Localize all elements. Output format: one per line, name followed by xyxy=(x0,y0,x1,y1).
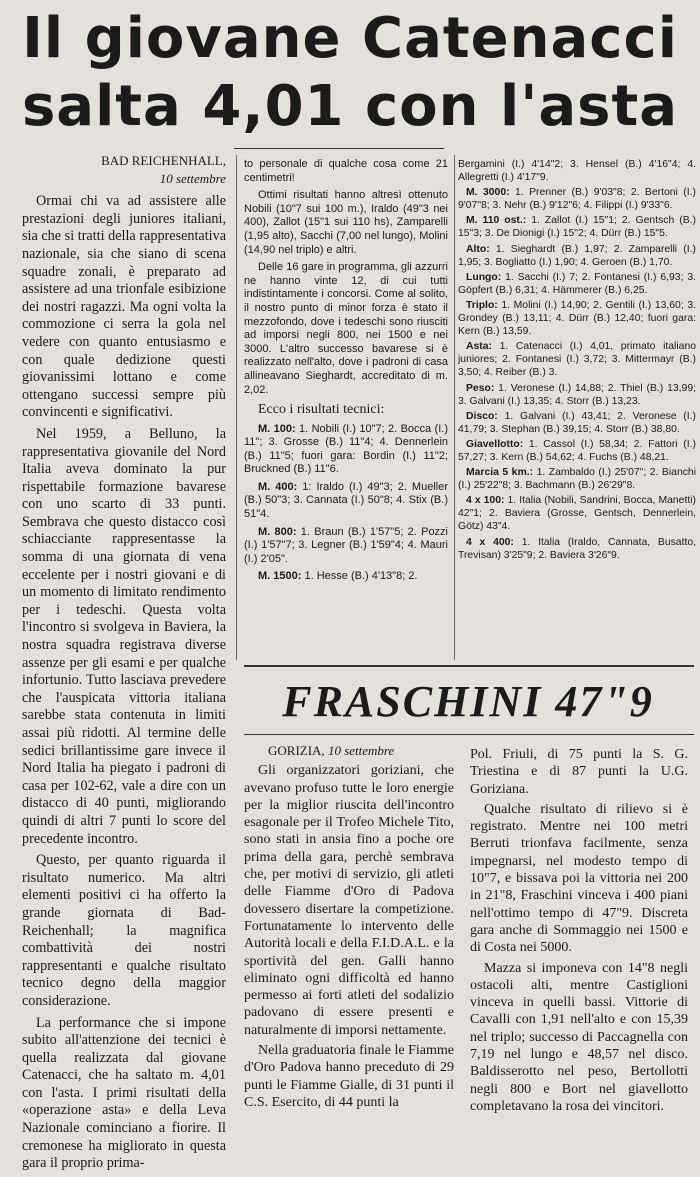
result-entry xyxy=(244,526,448,567)
result-entry xyxy=(244,423,448,477)
event-result: 1. Veronese (I.) 14,88; 2. Thiel (B.) 13,99; 3. Galvani (I.) 13,35; 4. Storr (B.) 13,23. xyxy=(458,382,696,407)
dateline-place: BAD REICHENHALL, xyxy=(101,153,226,168)
paragraph: Pol. Friuli, di 75 punti la S. G. Triestina e di 87 punti la U.G. Goriziana. xyxy=(470,747,688,797)
event-result: 1. Sieghardt (B.) 1,97; 2. Zamparelli (I.) 1,95; 3. Bogliatto (I.) 1,90; 4. Geroen (B.) 1,70. xyxy=(458,243,696,268)
event-result: 1. Nobili (I.) 10"7; 2. Bocca (I.) 11"; 3. Grosse (B.) 11"4; 4. Dennerlein (B.) 11"5; fuori gara: Bordin (I.) 11"2; Bruckned (B.) 11"6. xyxy=(244,422,448,476)
result-entry xyxy=(458,158,696,184)
event-name: M. 400: xyxy=(258,480,298,493)
column-divider xyxy=(454,155,455,660)
event-name: M. 1500: xyxy=(258,570,302,583)
result-entry xyxy=(458,271,696,297)
event-name: M. 800: xyxy=(258,525,297,538)
paragraph: Ottimi risultati hanno altresì ottenuto Nobili (10"7 sui 100 m.), Iraldo (49"3 nei 400), Zallot (15"1 sui 110 hs), Zamparelli (1,95 alto), Sacchi (7,00 nel lungo), Molini (14,90 nel triplo) e altri. xyxy=(244,189,448,256)
paragraph: Nella graduatoria finale le Fiamme d'Oro Padova hanno preceduto di 29 punti le Fiamme Gialle, di 31 punti il C.S. Esercito, di 44 punti la xyxy=(244,1043,454,1110)
result-entry xyxy=(458,299,696,338)
paragraph: to personale di qualche cosa come 21 centimetri! xyxy=(244,158,448,184)
event-result: 1. Italia (Nobili, Sandrini, Bocca, Manetti) 42"1; 2. Baviera (Grosse, Gentsch, Dennerlein, Götz) 43"4. xyxy=(458,495,696,533)
result-entry xyxy=(458,243,696,269)
event-result: 1. Braun (B.) 1'57"5; 2. Pozzi (I.) 1'57"7; 3. Legner (B.) 1'59"4; 4. Mauri (I.) 2'05". xyxy=(244,525,448,565)
event-result: Bergamini (I.) 4'14"2; 3. Hensel (B.) 4'16"4; 4. Allegretti (I.) 4'17"9. xyxy=(458,159,696,184)
result-entry xyxy=(458,536,696,562)
article1-column1 xyxy=(22,152,226,1177)
result-entry xyxy=(458,466,696,492)
article2-bottom-rule xyxy=(244,734,694,735)
event-result: 1. Hesse (B.) 4'13"8; 2. xyxy=(304,570,418,583)
event-name: M. 100: xyxy=(258,422,296,435)
paragraph: Nel 1959, a Belluno, la rappresentativa giovanile del Nord Italia aveva dominato la pur rispettabile formazione bavarese con uno scarto di 33 punti. Sembrava che questo distacco così schiacciante rappresentasse la somma di una giornata di vena eccelente per i nostri giovani e di un momento di limitato rendimento per i tedeschi. Questa volta l'incontro si svolgeva in Baviera, la nostra squadra registrava diverse assenze per gli esami e per qualche infortunio. Tutto lasciava prevedere che l'auspicata vittoria italiana sarebbe stata contenuta in limiti assai più ridotti. Al termine delle sedici brillantissime gare invece il Nord Italia ha piegato i padroni di casa per 102-62, vale a dire con un distacco di 40 punti, migliorando quindi di altri 7 punti lo score del precedente incontro. xyxy=(22,425,226,847)
result-entry xyxy=(458,186,696,212)
article2-columnB xyxy=(470,746,688,1118)
result-entry xyxy=(458,438,696,464)
article2-columnA xyxy=(244,742,454,1114)
article1-column3-results xyxy=(458,158,696,564)
event-result: 1. Italia (Iraldo, Cannata, Busatto, Trevisan) 3'25"9; 2. Baviera 3'26"9. xyxy=(458,536,697,561)
result-entry xyxy=(458,494,696,533)
article2-headline: FRASCHINI 47"9 xyxy=(282,677,654,726)
article2-dateline xyxy=(244,742,454,759)
event-name: Marcia 5 km.: xyxy=(466,467,534,479)
paragraph: Mazza si imponeva con 14"8 negli ostacoli alti, mentre Castiglioni vinceva in quelli bassi. Vittorie di Cavalli con 1,91 nell'alto e con 15,39 nel triplo; successo di Paccagnella con 7,19 nel lungo e 48,57 nel disco. Baldisserotto nel peso, Bertollotti negli 800 e Bort nel giavellotto completavano la rosa dei vincitori. xyxy=(470,960,688,1114)
event-name: Peso: xyxy=(466,382,495,394)
headline-rule xyxy=(234,148,444,149)
event-name: Asta: xyxy=(466,341,492,353)
result-entry xyxy=(244,481,448,522)
event-result: 1. Zallot (I.) 15"1; 2. Gentsch (B.) 15"3; 3. De Dionigi (I.) 15"2; 4. Dürr (B.) 15"5. xyxy=(458,215,696,240)
dateline-place: GORIZIA, xyxy=(268,743,325,758)
paragraph: La performance che si impone subito all'attenzione dei tecnici è quella realizzata dal giovane Catenacci, che ha saltato m. 4,01 con l'asta. I primi risultati della «operazione asta» e della Leva Nazionale cominciano a fiorire. Il cremonese ha migliorato in questa gara il proprio prima- xyxy=(22,1014,226,1172)
event-name: Giavellotto: xyxy=(466,438,524,450)
article1-dateline xyxy=(22,152,226,187)
event-result: 1: Iraldo (I.) 49"3; 2. Mueller (B.) 50"3; 3. Cannata (I.) 50"8; 4. Stix (B.) 51"4. xyxy=(244,480,448,521)
event-name: M. 3000: xyxy=(466,187,510,199)
event-result: 1. Zambaldo (I.) 25'07"; 2. Bianchi (I.) 25'22"8; 3. Bachmann (B.) 26'29"8. xyxy=(458,467,697,492)
dateline-date: 10 settembre xyxy=(159,170,226,186)
result-entry xyxy=(244,570,448,584)
event-result: 1. Molini (I.) 14,90; 2. Gentili (I.) 13,60; 3. Grondey (B.) 13,11; 4. Dürr (B.) 12,40; fuori gara: Kern (B.) 13,59. xyxy=(458,299,696,338)
results-heading: Ecco i risultati tecnici: xyxy=(258,402,385,418)
result-entry xyxy=(458,410,696,436)
event-name: Lungo: xyxy=(466,271,502,283)
result-entry xyxy=(458,214,696,240)
result-entry xyxy=(458,382,696,408)
event-name: Alto: xyxy=(466,243,490,255)
article1-column2 xyxy=(244,158,448,588)
dateline-date: 10 settembre xyxy=(327,743,395,758)
event-name: M. 110 ost.: xyxy=(466,215,527,227)
paragraph: Delle 16 gare in programma, gli azzurri ne hanno vinte 12, di cui tutti indistintamente i concorsi. Come al solito, il nostro punto di minor forza è stato il mezzofondo, dove i tedeschi sono riusciti ad imporsi negli 800, nei 1500 e nei 3000. L'altro successo bavarese si è realizzato nell'alto, dove i padroni di casa allineavano Sieghardt, accreditato di m. 2,02. xyxy=(244,261,448,396)
event-name: 4 x 400: xyxy=(466,536,514,548)
event-result: 1. Cassol (I.) 58,34; 2. Fattori (I.) 57,27; 3. Kern (B.) 54,62; 4. Fuchs (B.) 48,21. xyxy=(458,438,696,463)
article2-top-rule xyxy=(244,665,694,667)
event-name: 4 x 100: xyxy=(466,495,505,507)
event-result: 1. Catenacci (I.) 4,01, primato italiano juniores; 2. Fontanesi (I.) 3,72; 3. Mittermayr (B.) 3,50; 4. Reiber (B.) 3. xyxy=(458,341,697,379)
main-headline-line1: Il giovane Catenacci xyxy=(22,6,678,71)
main-headline-line2: salta 4,01 con l'asta xyxy=(21,74,679,139)
event-result: 1. Galvani (I.) 43,41; 2. Veronese (I.) 41,79; 3. Stephan (B.) 39,15; 4. Storr (B.) 38,80. xyxy=(458,410,696,435)
event-result: 1. Prenner (B.) 9'03"8; 2. Bertoni (I.) 9'07"8; 3. Nehr (B.) 9'12"6; 4. Filippi (I.) 9'33"6. xyxy=(458,187,696,212)
column-divider xyxy=(236,155,237,660)
event-result: 1. Sacchi (I.) 7; 2. Fontanesi (I.) 6,93; 3. Göpfert (B.) 6,31; 4. Hämmerer (B.) 6,25. xyxy=(458,271,696,296)
event-name: Triplo: xyxy=(466,299,498,311)
event-name: Disco: xyxy=(466,410,498,422)
paragraph: Qualche risultato di rilievo si è registrato. Mentre nei 100 metri Berruti trionfava facilmente, senza impegnarsi, nel modesto tempo di 10"7, e bissava poi la vittoria nei 200 in 21"8, Fraschini vinceva i 400 piani nell'ottimo tempo di 47"9. Discreta gara anche di Sommaggio nei 1500 e di Costa nei 5000. xyxy=(470,801,688,956)
paragraph: Questo, per quanto riguarda il risultato numerico. Ma altri elementi positivi ci ha offerto la grande giornata di Bad-Reichenhall; la magnifica combattività dei nostri rappresentanti e qualche risultato tecnico degno della maggior considerazione. xyxy=(22,852,226,1009)
paragraph: Gli organizzatori goriziani, che avevano profuso tutte le loro energie per la miglior riuscita dell'incontro esagonale per il Trofeo Michele Tito, sono stati in ansia fino a poche ore prima della gara, perchè sembrava che, per motivi di servizio, gli atleti delle Fiamme d'Oro di Padova dovessero disertare la competizione. Fortunatamente lo intervento delle Autorità locali e della F.I.D.A.L. e la sportività del gen. Galli hanno eliminato ogni difficoltà ed hanno permesso ai forti atleti del sodalizio padovano di essere presenti e naturalmente di imporsi nettamente. xyxy=(244,763,454,1038)
result-entry xyxy=(458,340,696,379)
paragraph: Ormai chi va ad assistere alle prestazioni degli juniores italiani, sia che si tratti della rappresentativa nazionale, sia che siano di scena squadre zonali, è preparato ad assistere ad una trionfale esibizione dei nostri ragazzi. Ma ogni volta la commozione ci serra la gola nel vedere con quanto entusiasmo e con quale dedizione questi giovanissimi lottano e come ottengano successi sempre più convincenti e significativi. xyxy=(22,193,226,421)
